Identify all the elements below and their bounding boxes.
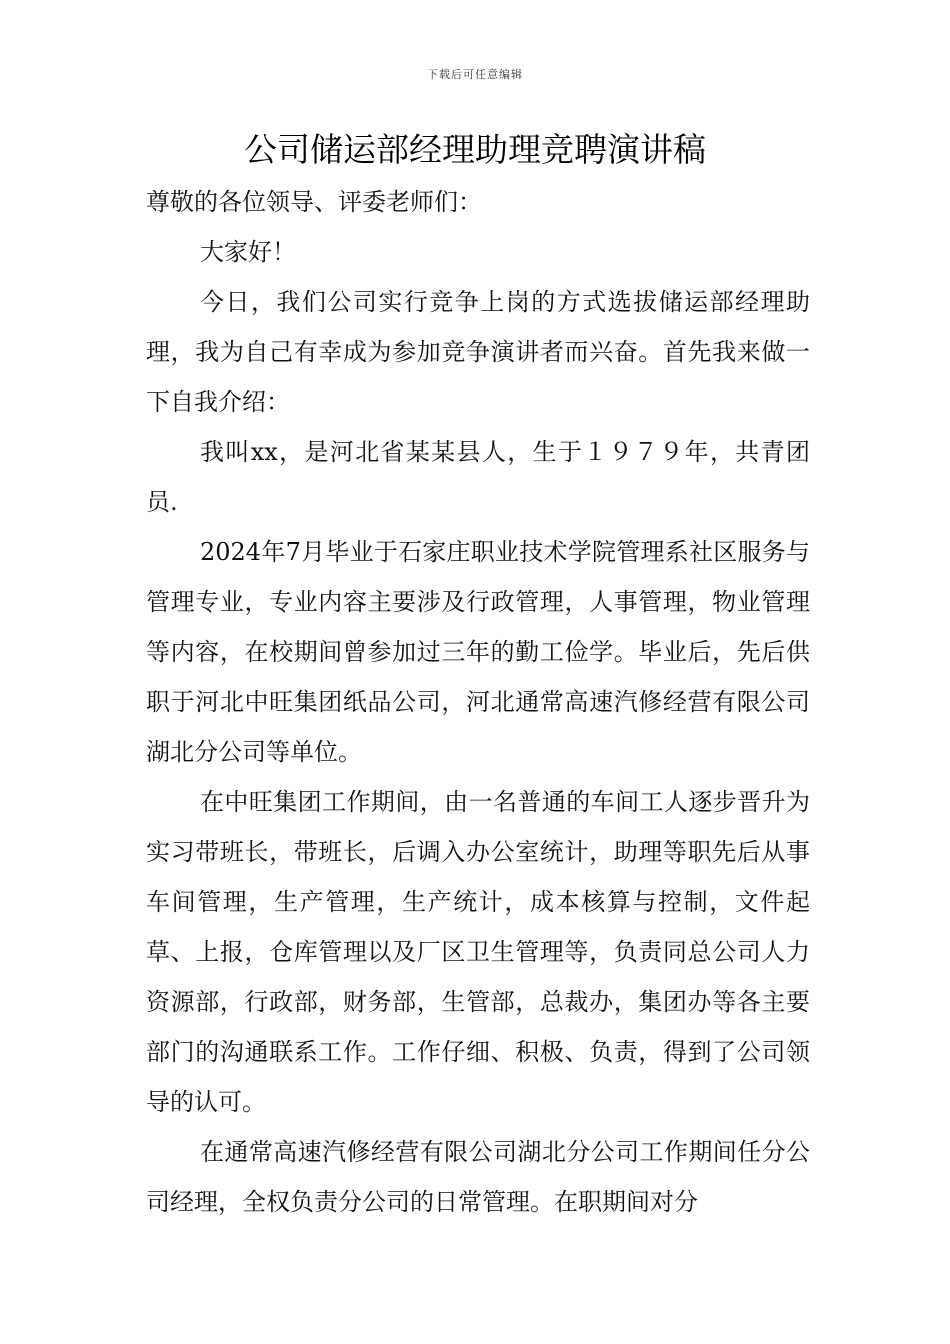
header-note: 下载后可任意编辑 [427, 68, 523, 81]
personal-info-paragraph: 我叫xx，是河北省某某县人，生于１９７９年，共青团员. [146, 438, 810, 516]
intro-paragraph: 今日，我们公司实行竞争上岗的方式选拔储运部经理助理，我为自己有幸成为参加竞争演讲者而兴奋。首先我来做一下自我介绍： [146, 288, 810, 416]
salutation-paragraph: 尊敬的各位领导、评委老师们： [146, 188, 482, 216]
branch-experience-paragraph: 在通常高速汽修经营有限公司湖北分公司工作期间任分公司经理，全权负责分公司的日常管理。在职期间对分 [146, 1138, 810, 1216]
document-title: 公司储运部经理助理竞聘演讲稿 [244, 130, 706, 169]
greeting-paragraph: 大家好！ [200, 238, 296, 266]
education-paragraph: 2024年7月毕业于石家庄职业技术学院管理系社区服务与管理专业，专业内容主要涉及行政管理，人事管理，物业管理等内容，在校期间曾参加过三年的勤工俭学。毕业后，先后供职于河北中旺集团纸品公司，河北通常高速汽修经营有限公司湖北分公司等单位。 [146, 538, 810, 766]
document-body [146, 177, 810, 1227]
work-experience-paragraph: 在中旺集团工作期间，由一名普通的车间工人逐步晋升为实习带班长，带班长，后调入办公室统计，助理等职先后从事车间管理，生产管理，生产统计，成本核算与控制，文件起草、上报，仓库管理以及厂区卫生管理等，负责同总公司人力资源部，行政部，财务部，生管部，总裁办，集团办等各主要部门的沟通联系工作。工作仔细、积极、负责，得到了公司领导的认可。 [146, 788, 810, 1116]
